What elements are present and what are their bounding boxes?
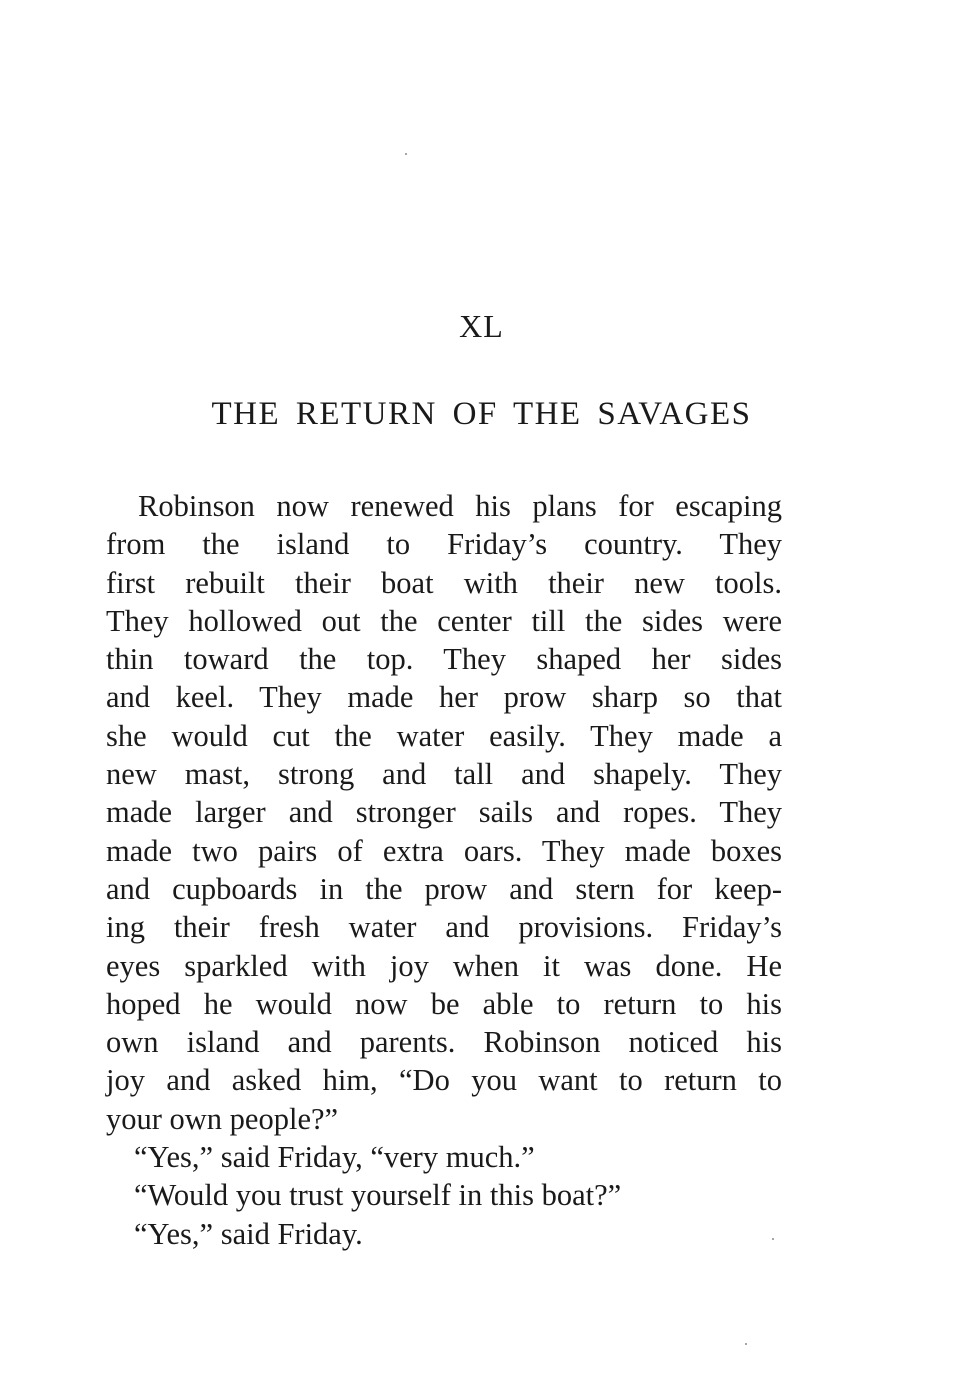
text-line: thin toward the top. They shaped her sides: [106, 642, 782, 677]
text-line: your own people?”: [106, 1101, 339, 1136]
text-line: eyes sparkled with joy when it was done. He: [106, 948, 782, 983]
chapter-number: XL: [459, 308, 504, 344]
chapter-body: [106, 487, 782, 1253]
text-line: and keel. They made her prow sharp so that: [106, 680, 782, 715]
text-line: she would cut the water easily. They made a: [106, 718, 782, 753]
text-line: hoped he would now be able to return to his: [106, 986, 782, 1021]
dialogue-paragraph-3: [106, 1176, 782, 1214]
page-speck: [745, 1343, 747, 1345]
text-line: first rebuilt their boat with their new tools.: [106, 565, 782, 600]
text-line: made two pairs of extra oars. They made boxes: [106, 833, 782, 868]
text-line: own island and parents. Robinson noticed his: [106, 1025, 782, 1060]
dialogue-paragraph-2: [106, 1138, 782, 1176]
text-line: ing their fresh water and provisions. Friday’s: [106, 910, 782, 945]
text-line: new mast, strong and tall and shapely. They: [106, 757, 782, 792]
page-speck: [405, 153, 407, 155]
text-line: “Would you trust yourself in this boat?”: [134, 1178, 622, 1213]
text-line: made larger and stronger sails and ropes. They: [106, 795, 782, 830]
paragraph-1: [106, 487, 782, 1138]
text-line: They hollowed out the center till the sides were: [106, 603, 782, 638]
dialogue-paragraph-4: [106, 1215, 782, 1253]
text-line: “Yes,” said Friday.: [134, 1216, 363, 1251]
text-line: “Yes,” said Friday, “very much.”: [134, 1140, 535, 1175]
text-line: from the island to Friday’s country. They: [106, 527, 782, 562]
text-line: Robinson now renewed his plans for escaping: [138, 489, 782, 523]
page-speck: [772, 1238, 774, 1240]
text-line: and cupboards in the prow and stern for keep-: [106, 871, 782, 906]
chapter-title: THE RETURN OF THE SAVAGES: [211, 396, 752, 432]
text-line: joy and asked him, “Do you want to return to: [106, 1063, 782, 1098]
